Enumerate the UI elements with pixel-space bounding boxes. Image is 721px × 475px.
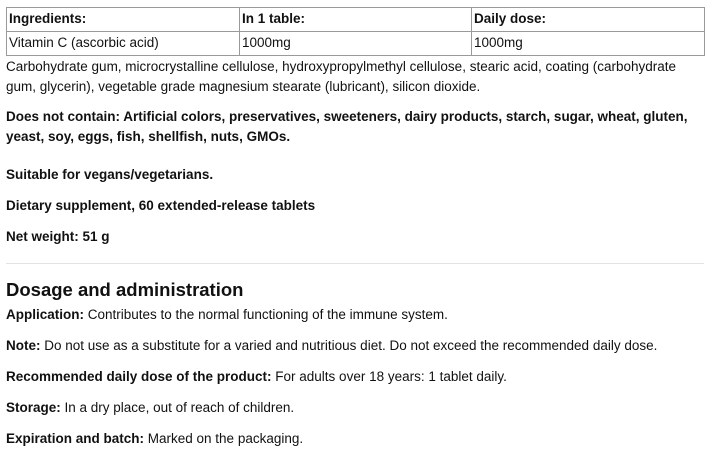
- dosage-heading: Dosage and administration: [6, 279, 244, 300]
- expiration-text: Marked on the packaging.: [144, 431, 304, 446]
- expiration-label: Expiration and batch:: [6, 431, 145, 446]
- product-info: [6, 7, 704, 449]
- note-text: Do not use as a substitute for a varied and nutritious diet. Do not exceed the recommended daily dose.: [40, 338, 658, 353]
- recommended-dose-text: For adults over 18 years: 1 tablet daily.: [271, 369, 507, 384]
- storage-label: Storage:: [6, 400, 61, 415]
- ingredients-table: [6, 7, 705, 56]
- supplement-description: Dietary supplement, 60 extended-release tablets: [6, 198, 316, 213]
- note-label: Note:: [6, 338, 41, 353]
- suitable-for-vegans: Suitable for vegans/vegetarians.: [6, 167, 214, 182]
- application-text: Contributes to the normal functioning of the immune system.: [84, 307, 448, 322]
- application-row: [6, 305, 704, 325]
- storage-text: In a dry place, out of reach of children.: [60, 400, 295, 415]
- section-divider: [6, 263, 704, 264]
- note-row: [6, 336, 704, 356]
- application-label: Application:: [6, 307, 84, 322]
- expiration-row: [6, 429, 704, 449]
- storage-row: [6, 398, 704, 418]
- table-row: [7, 32, 705, 56]
- table-header-row: [7, 8, 705, 32]
- header-per-tablet: In 1 table:: [240, 8, 472, 32]
- ingredient-name: Vitamin C (ascorbic acid): [7, 32, 240, 56]
- net-weight: Net weight: 51 g: [6, 229, 110, 244]
- header-ingredients: Ingredients:: [7, 8, 240, 32]
- does-not-contain-text: Does not contain: Artificial colors, preservatives, sweeteners, dairy products, starch, sugar, wheat, gluten, yeast, soy, eggs, fish, shellfish, nuts, GMOs.: [6, 109, 688, 144]
- excipients-text: Carbohydrate gum, microcrystalline cellulose, hydroxypropylmethyl cellulose, stearic acid, coating (carbohydrate gum, glycerin), vegetable grade magnesium stearate (lubricant), silicon dioxide.: [6, 59, 677, 94]
- recommended-dose-row: [6, 367, 704, 387]
- ingredient-daily-dose: 1000mg: [472, 32, 705, 56]
- ingredient-per-tablet: 1000mg: [240, 32, 472, 56]
- recommended-dose-label: Recommended daily dose of the product:: [6, 369, 272, 384]
- header-daily-dose: Daily dose:: [472, 8, 705, 32]
